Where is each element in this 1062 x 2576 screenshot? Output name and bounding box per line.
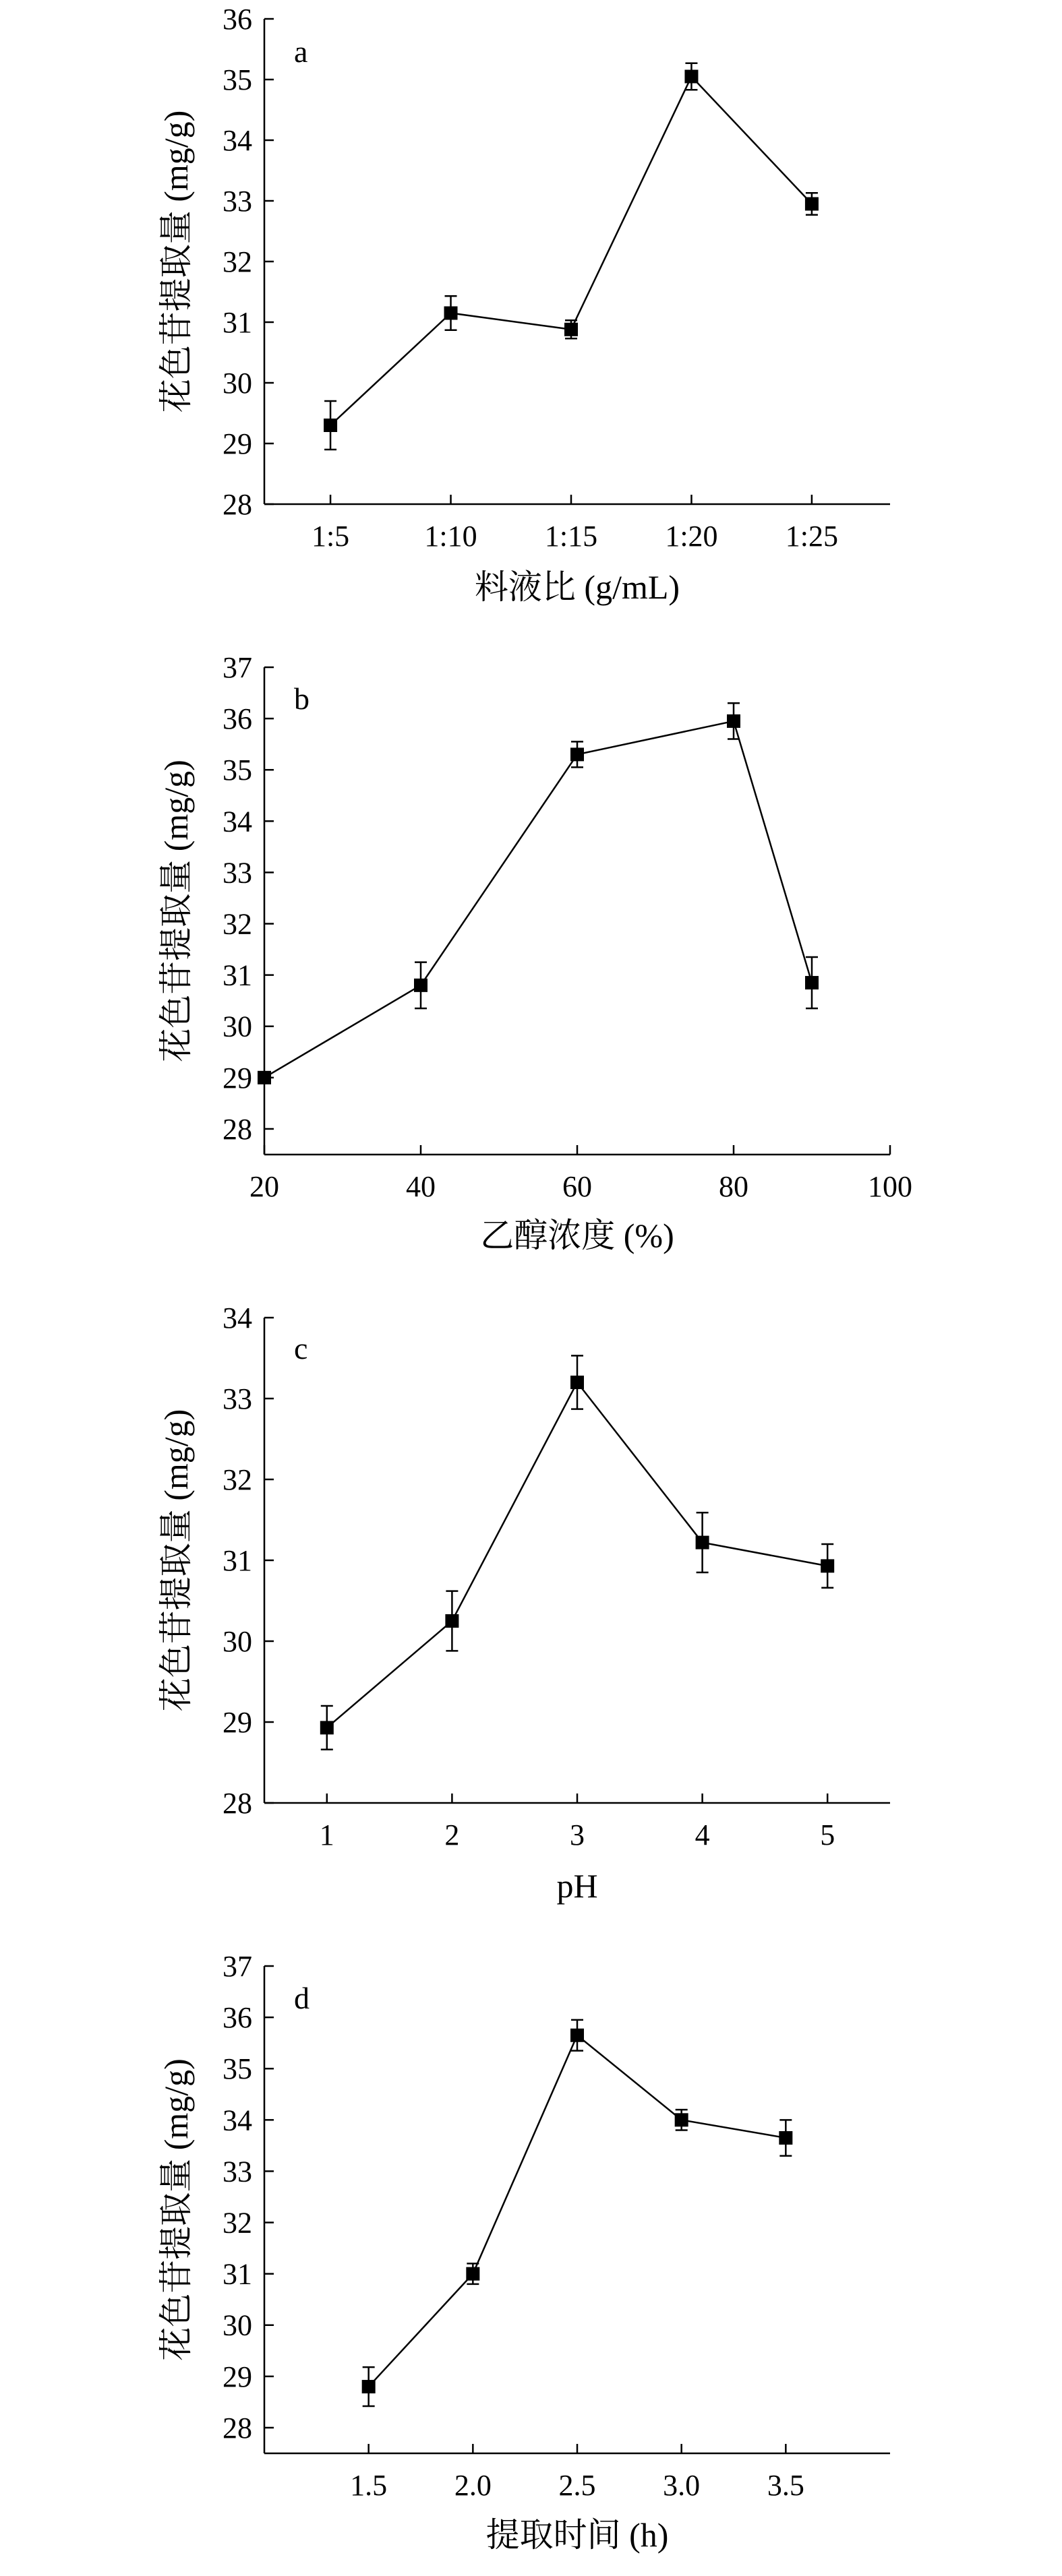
x-tick-label: 60 — [562, 1170, 592, 1203]
x-tick-label: 3.5 — [767, 2469, 804, 2502]
y-tick-label: 37 — [223, 651, 252, 684]
y-tick-label: 31 — [223, 2257, 252, 2291]
x-tick-label: 1:10 — [424, 520, 477, 553]
series-line — [264, 721, 812, 1078]
y-tick-label: 29 — [223, 427, 252, 460]
y-tick-label: 33 — [223, 1382, 252, 1415]
data-point — [696, 1536, 709, 1550]
y-tick-label: 28 — [223, 1112, 252, 1146]
panel-letter: c — [294, 1331, 308, 1366]
x-axis-title: 乙醇浓度 (%) — [480, 1217, 674, 1254]
data-point — [805, 976, 819, 989]
y-tick-label: 30 — [223, 1625, 252, 1658]
x-tick-label: 100 — [868, 1170, 912, 1203]
y-tick-label: 36 — [223, 702, 252, 736]
y-tick-label: 35 — [223, 754, 252, 787]
data-point — [445, 1614, 459, 1628]
x-tick-label: 80 — [719, 1170, 748, 1203]
y-tick-label: 32 — [223, 907, 252, 941]
x-tick-label: 1:25 — [785, 520, 839, 553]
x-tick-label: 4 — [695, 1818, 710, 1851]
x-axis-title: 提取时间 (h) — [485, 2516, 669, 2554]
data-point — [324, 419, 337, 432]
data-point — [414, 979, 427, 992]
y-tick-label: 29 — [223, 1706, 252, 1739]
y-tick-label: 32 — [223, 245, 252, 278]
data-point — [727, 714, 740, 728]
x-tick-label: 1.5 — [350, 2469, 388, 2502]
y-tick-label: 31 — [223, 306, 252, 339]
data-point — [805, 197, 819, 211]
y-tick-label: 36 — [223, 2001, 252, 2035]
data-point — [466, 2267, 479, 2281]
x-tick-label: 20 — [249, 1170, 279, 1203]
y-tick-label: 32 — [223, 2206, 252, 2240]
x-tick-label: 1:5 — [311, 520, 350, 553]
y-tick-label: 37 — [223, 1950, 252, 1983]
data-point — [821, 1559, 834, 1572]
y-tick-label: 35 — [223, 2052, 252, 2086]
data-point — [320, 1721, 334, 1734]
y-tick-label: 36 — [223, 3, 252, 36]
panel-letter: b — [294, 681, 309, 716]
panel-letter: d — [294, 1981, 309, 2015]
x-tick-label: 5 — [820, 1818, 835, 1851]
y-axis-title: 花色苷提取量 (mg/g) — [157, 760, 195, 1062]
x-tick-label: 40 — [406, 1170, 436, 1203]
data-point — [684, 70, 698, 84]
y-tick-label: 33 — [223, 185, 252, 218]
x-tick-label: 1:20 — [665, 520, 718, 553]
data-point — [258, 1071, 271, 1084]
y-axis-title: 花色苷提取量 (mg/g) — [157, 2058, 195, 2361]
y-tick-label: 29 — [223, 1061, 252, 1095]
x-axis-title: 料液比 (g/mL) — [474, 568, 680, 606]
y-tick-label: 28 — [223, 488, 252, 521]
x-tick-label: 3 — [570, 1818, 585, 1851]
panel-b — [157, 651, 912, 1254]
data-point — [779, 2131, 792, 2145]
series-line — [330, 77, 812, 426]
y-tick-label: 33 — [223, 2155, 252, 2188]
data-point — [564, 323, 578, 336]
y-tick-label: 30 — [223, 2308, 252, 2342]
y-tick-label: 29 — [223, 2360, 252, 2393]
y-axis-title: 花色苷提取量 (mg/g) — [157, 1409, 195, 1712]
y-tick-label: 31 — [223, 1544, 252, 1577]
series-line — [369, 2035, 786, 2387]
series-line — [327, 1382, 827, 1727]
y-axis-title: 花色苷提取量 (mg/g) — [157, 110, 195, 413]
y-tick-label: 28 — [223, 1787, 252, 1820]
x-tick-label: 1 — [319, 1818, 334, 1851]
data-point — [362, 2380, 376, 2393]
x-tick-label: 1:15 — [544, 520, 598, 553]
x-axis-title: pH — [556, 1867, 598, 1905]
y-tick-label: 30 — [223, 367, 252, 400]
y-tick-label: 28 — [223, 2411, 252, 2445]
y-tick-label: 33 — [223, 856, 252, 890]
y-tick-label: 34 — [223, 2104, 252, 2137]
panel-a — [157, 3, 890, 606]
y-tick-label: 34 — [223, 805, 252, 838]
x-tick-label: 3.0 — [663, 2469, 701, 2502]
panel-c — [157, 1301, 890, 1905]
data-point — [570, 2029, 584, 2042]
y-tick-label: 34 — [223, 124, 252, 157]
y-tick-label: 31 — [223, 958, 252, 992]
y-tick-label: 30 — [223, 1010, 252, 1043]
panel-letter: a — [294, 34, 308, 69]
x-tick-label: 2 — [444, 1818, 460, 1851]
data-point — [570, 747, 584, 761]
x-tick-label: 2.5 — [558, 2469, 596, 2502]
data-point — [444, 307, 458, 320]
data-point — [570, 1376, 584, 1389]
panel-d — [157, 1950, 890, 2554]
y-tick-label: 32 — [223, 1463, 252, 1496]
y-tick-label: 35 — [223, 63, 252, 96]
data-point — [675, 2113, 688, 2126]
x-tick-label: 2.0 — [454, 2469, 492, 2502]
y-tick-label: 34 — [223, 1301, 252, 1335]
